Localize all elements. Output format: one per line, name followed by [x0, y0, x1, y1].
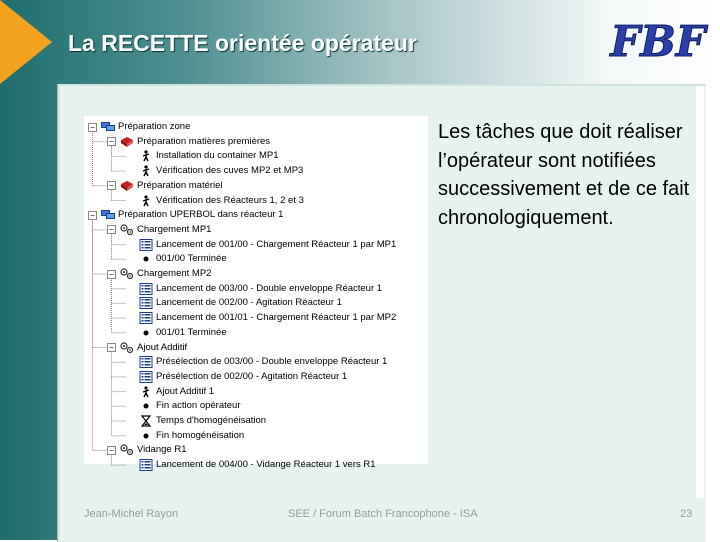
gears-icon — [120, 444, 134, 456]
tree-item[interactable] — [126, 429, 244, 443]
tree-item-label: Ajout Additif 1 — [156, 385, 215, 397]
tree-item-label: Présélection de 002/00 - Agitation Réacteur 1 — [156, 370, 348, 382]
hourglass-icon — [139, 415, 153, 427]
footer-author: Jean-Michel Rayon — [84, 508, 179, 520]
tree-item[interactable] — [126, 252, 227, 266]
tree-item[interactable] — [88, 120, 190, 134]
tree-item[interactable] — [126, 311, 396, 325]
tree-item[interactable] — [126, 399, 241, 413]
tree-view — [84, 116, 428, 471]
computer-icon — [101, 121, 115, 133]
computer-icon — [101, 209, 115, 221]
tree-expander[interactable]: − — [107, 270, 116, 279]
tree-item[interactable] — [107, 223, 211, 237]
tree-item[interactable] — [107, 267, 211, 281]
dot-icon — [139, 400, 153, 412]
page-number: 23 — [680, 508, 693, 520]
tree-item-label: Vidange R1 — [137, 444, 187, 456]
procedure-icon — [139, 356, 153, 368]
procedure-icon — [139, 297, 153, 309]
tree-item[interactable] — [126, 194, 304, 208]
tree-item-label: Lancement de 003/00 - Double enveloppe Réacteur 1 — [156, 282, 383, 294]
book-icon — [120, 180, 134, 192]
tree-item[interactable] — [88, 208, 283, 222]
tree-item[interactable] — [107, 341, 187, 355]
tree-expander[interactable]: − — [88, 123, 97, 132]
tree-item-label: Chargement MP1 — [137, 223, 212, 235]
procedure-icon — [139, 283, 153, 295]
tree-item[interactable] — [126, 238, 396, 252]
tree-item-label: Installation du container MP1 — [156, 150, 279, 162]
slide-title: La RECETTE orientée opérateur — [68, 30, 417, 56]
fbf-logo — [608, 14, 708, 66]
fbf-logo-text: FBF — [610, 17, 706, 66]
tree-item-label: Vérification des Réacteurs 1, 2 et 3 — [156, 194, 304, 206]
procedure-icon — [139, 371, 153, 383]
operator-icon — [139, 195, 153, 207]
tree-item[interactable] — [126, 282, 382, 296]
tree-item-label: 001/01 Terminée — [156, 326, 227, 338]
tree-item[interactable] — [126, 296, 342, 310]
tree-expander[interactable]: − — [107, 446, 116, 455]
operator-icon — [139, 150, 153, 162]
gears-icon — [120, 224, 134, 236]
tree-item[interactable] — [107, 443, 186, 457]
tree-item-label: Fin action opérateur — [156, 400, 241, 412]
dot-icon — [139, 327, 153, 339]
body-text: Les tâches que doit réaliser l’opérateur sont notifiées successivement et de ce fait chronologiquement. — [438, 121, 690, 229]
procedure-icon — [139, 459, 153, 471]
tree-item[interactable] — [126, 326, 227, 340]
tree-item-label: Présélection de 003/00 - Double enveloppe Réacteur 1 — [156, 356, 388, 368]
tree-item-label: Lancement de 002/00 - Agitation Réacteur 1 — [156, 297, 342, 309]
operator-icon — [139, 386, 153, 398]
tree-item[interactable] — [126, 149, 279, 163]
operator-icon — [139, 165, 153, 177]
dot-icon — [139, 430, 153, 442]
gears-icon — [120, 268, 134, 280]
tree-item-label: Chargement MP2 — [137, 268, 212, 279]
tree-expander[interactable]: − — [107, 343, 116, 352]
tree-item[interactable] — [126, 458, 376, 472]
tree-item-label: Temps d'homogénéisation — [156, 415, 267, 426]
tree-item-label: Préparation UPERBOL dans réacteur 1 — [118, 209, 284, 221]
tree-item-label: 001/00 Terminée — [156, 253, 227, 265]
tree-expander[interactable]: − — [107, 181, 116, 190]
footer-event: SEE / Forum Batch Francophone - ISA — [288, 508, 478, 520]
procedure-icon — [139, 312, 153, 324]
dot-icon — [139, 253, 153, 265]
tree-item-label: Fin homogénéisation — [156, 429, 245, 441]
tree-item-label: Préparation zone — [118, 121, 191, 132]
tree-item[interactable] — [107, 179, 223, 193]
tree-expander[interactable]: − — [88, 211, 97, 220]
tree-item[interactable] — [126, 370, 347, 384]
gears-icon — [120, 342, 134, 354]
tree-item-label: Préparation matières premières — [137, 135, 271, 147]
tree-item-label: Lancement de 001/00 - Chargement Réacteur 1 par MP1 — [156, 238, 397, 250]
procedure-icon — [139, 239, 153, 251]
tree-item-label: Préparation matériel — [137, 179, 223, 191]
tree-item[interactable] — [126, 164, 303, 178]
tree-item[interactable] — [126, 414, 266, 428]
tree-item-label: Vérification des cuves MP2 et MP3 — [156, 165, 304, 177]
tree-item[interactable] — [126, 355, 387, 369]
tree-item[interactable] — [126, 385, 214, 399]
orange-arrow-decoration — [0, 0, 52, 84]
tree-item-label: Ajout Additif — [137, 341, 188, 353]
tree-item-label: Lancement de 004/00 - Vidange Réacteur 1 vers R1 — [156, 459, 376, 471]
tree-expander[interactable]: − — [107, 137, 116, 146]
book-icon — [120, 136, 134, 148]
tree-item[interactable] — [107, 135, 270, 149]
tree-item-label: Lancement de 001/01 - Chargement Réacteur 1 par MP2 — [156, 312, 397, 324]
tree-expander[interactable]: − — [107, 225, 116, 234]
